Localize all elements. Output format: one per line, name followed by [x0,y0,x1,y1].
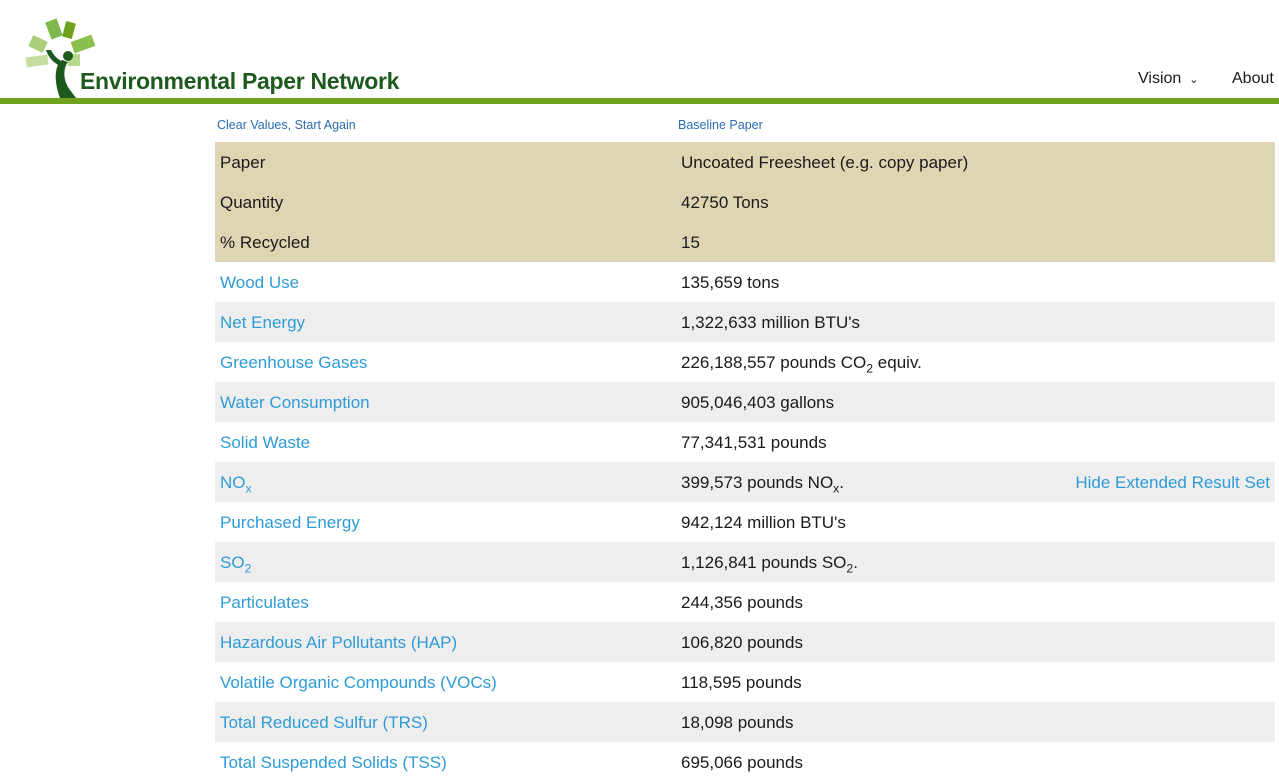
result-row-tss [215,742,1275,782]
site-header [0,0,1279,98]
tss-value: 695,066 pounds [681,753,803,772]
input-row-recycled [215,222,1275,262]
trs-value: 18,098 pounds [681,713,794,732]
particulates-link[interactable]: Particulates [220,593,309,612]
input-value: Uncoated Freesheet (e.g. copy paper) [681,153,969,172]
result-row-wood-use [215,262,1275,302]
greenhouse-gases-value [681,353,922,376]
result-row-water-consumption [215,382,1275,422]
input-row-quantity [215,182,1275,222]
water-consumption-link[interactable]: Water Consumption [220,393,370,412]
so2-value [681,553,858,576]
vocs-link[interactable]: Volatile Organic Compounds (VOCs) [220,673,497,692]
wood-use-value: 135,659 tons [681,273,780,292]
input-row-paper [215,142,1275,182]
result-row-greenhouse-gases [215,342,1275,382]
subscript: 2 [846,561,854,576]
value-text: 1,126,841 pounds SO [681,553,847,572]
purchased-energy-link[interactable]: Purchased Energy [220,513,360,532]
value-suffix: . [839,473,845,492]
subscript: x [833,481,840,496]
purchased-energy-value: 942,124 million BTU's [681,513,846,532]
water-consumption-value: 905,046,403 gallons [681,393,835,412]
result-row-trs [215,702,1275,742]
result-row-solid-waste [215,422,1275,462]
net-energy-link[interactable]: Net Energy [220,313,306,332]
tss-link[interactable]: Total Suspended Solids (TSS) [220,753,447,772]
so2-label: SO [220,553,245,572]
result-row-purchased-energy [215,502,1275,542]
input-label: % Recycled [220,233,310,252]
hide-extended-results-link[interactable]: Hide Extended Result Set [1075,473,1270,492]
nox-link[interactable] [220,473,252,496]
result-row-hap [215,622,1275,662]
greenhouse-gases-link[interactable]: Greenhouse Gases [220,353,368,372]
baseline-paper-heading: Baseline Paper [678,118,763,132]
nox-label: NO [220,473,246,492]
result-row-vocs [215,662,1275,702]
value-text: 399,573 pounds NO [681,473,834,492]
brand-name[interactable]: Environmental Paper Network [80,68,400,94]
trs-link[interactable]: Total Reduced Sulfur (TRS) [220,713,428,732]
header-divider [0,98,1279,104]
hap-link[interactable]: Hazardous Air Pollutants (HAP) [220,633,458,652]
paper-calculator [215,112,1275,782]
input-label: Quantity [220,193,284,212]
result-row-nox [215,462,1275,502]
value-suffix: equiv. [873,353,922,372]
value-text: 226,188,557 pounds CO [681,353,867,372]
input-label: Paper [220,153,266,172]
result-row-so2 [215,542,1275,582]
so2-link[interactable] [220,553,252,576]
vocs-value: 118,595 pounds [681,673,802,692]
value-suffix: . [853,553,858,572]
solid-waste-value: 77,341,531 pounds [681,433,827,452]
nav-about[interactable]: About [1232,70,1274,87]
particulates-value: 244,356 pounds [681,593,803,612]
input-value: 42750 Tons [681,193,769,212]
nox-value [681,473,845,496]
chevron-down-icon: ⌄ [1189,74,1199,86]
subscript: x [245,481,252,496]
clear-values-link[interactable]: Clear Values, Start Again [217,118,356,132]
input-value: 15 [681,233,700,252]
calculator-toolbar [215,112,1275,142]
result-row-net-energy [215,302,1275,342]
nav-vision-label: Vision [1138,70,1182,87]
net-energy-value: 1,322,633 million BTU's [681,313,860,332]
result-row-particulates [215,582,1275,622]
hap-value: 106,820 pounds [681,633,803,652]
wood-use-link[interactable]: Wood Use [220,273,300,292]
subscript: 2 [866,361,874,376]
subscript: 2 [244,561,252,576]
solid-waste-link[interactable]: Solid Waste [220,433,311,452]
nav-vision[interactable] [1138,70,1199,88]
